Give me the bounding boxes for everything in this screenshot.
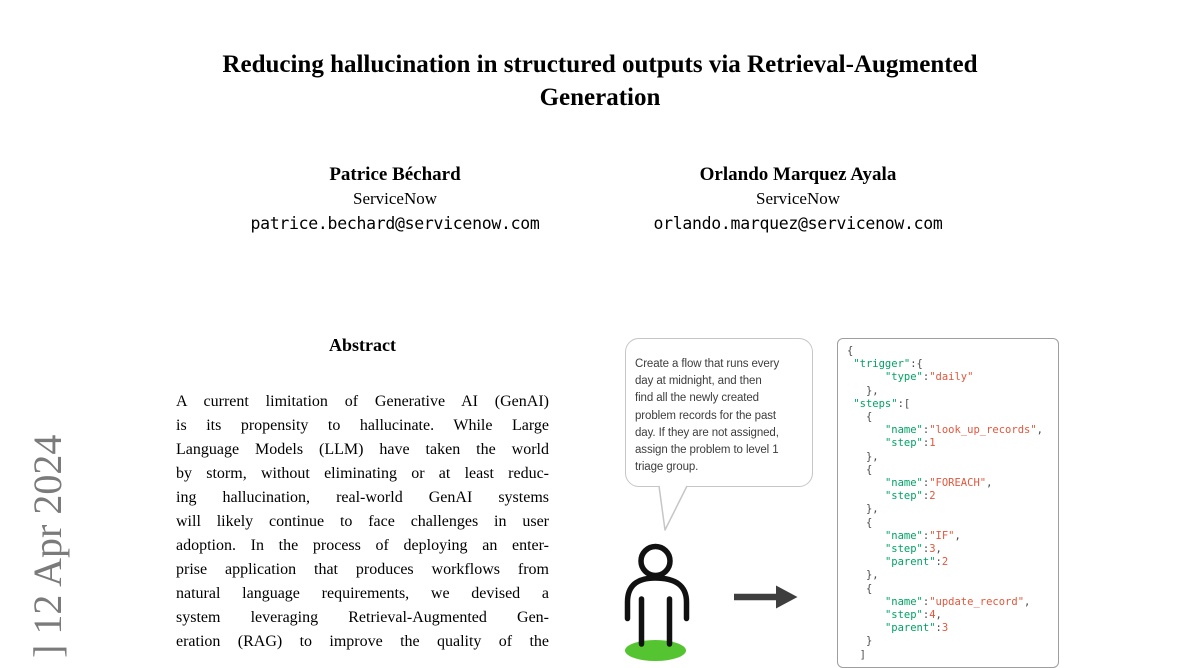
text-line: Create a flow that runs every bbox=[635, 358, 780, 370]
text-line: day. If they are not assigned, bbox=[635, 426, 779, 439]
text-line: A current limitation of Generative AI (GenAI) bbox=[176, 393, 549, 410]
text-line: day at midnight, and then bbox=[635, 375, 762, 388]
text-line: Language Models (LLM) have taken the world bbox=[176, 441, 549, 458]
code-line: { bbox=[847, 516, 873, 529]
author-name: Patrice Béchard bbox=[329, 164, 461, 185]
paper-title-line-1: Reducing hallucination in structured outputs via Retrieval-Augmented bbox=[222, 51, 978, 78]
code-line: "name":"update_record", bbox=[884, 595, 1031, 608]
text-line: assign the problem to level 1 bbox=[635, 444, 779, 457]
code-line: "step":4, bbox=[884, 609, 942, 622]
author-email: orlando.marquez@servicenow.com bbox=[653, 214, 943, 233]
code-line: }, bbox=[847, 503, 879, 516]
author-affiliation: ServiceNow bbox=[352, 189, 438, 208]
arxiv-stamp: ] 12 Apr 2024 bbox=[25, 434, 70, 658]
code-line: "parent":2 bbox=[884, 556, 949, 569]
paper-title-line-2: Generation bbox=[539, 84, 661, 111]
author-name: Orlando Marquez Ayala bbox=[699, 164, 897, 185]
code-line: ] bbox=[847, 648, 866, 661]
text-line: will likely continue to face challenges in user bbox=[176, 513, 549, 530]
code-line: "type":"daily" bbox=[884, 371, 974, 384]
code-line: }, bbox=[847, 450, 879, 463]
code-line: }, bbox=[847, 384, 879, 397]
text-line: ing hallucination, real-world GenAI systems bbox=[176, 489, 549, 506]
code-line: } bbox=[847, 635, 873, 648]
right-arrow-icon bbox=[734, 586, 798, 609]
code-line: "trigger":{ bbox=[853, 358, 923, 371]
user-icon-head bbox=[641, 547, 670, 576]
paper-title bbox=[100, 48, 1100, 114]
text-line: eration (RAG) to improve the quality of the bbox=[176, 633, 549, 650]
code-line: { bbox=[847, 345, 854, 357]
author-affiliation: ServiceNow bbox=[755, 189, 841, 208]
text-line: problem records for the past bbox=[635, 409, 777, 422]
text-line: by storm, without eliminating or at least reduc- bbox=[176, 465, 549, 482]
user-icon bbox=[628, 547, 687, 645]
green-platform-ellipse bbox=[625, 640, 686, 661]
code-line: { bbox=[847, 582, 873, 595]
author-block-2 bbox=[608, 163, 988, 236]
text-line: is its propensity to hallucinate. While Large bbox=[176, 417, 549, 434]
abstract-text bbox=[176, 390, 549, 654]
text-line: system leveraging Retrieval-Augmented Gen- bbox=[176, 609, 549, 626]
code-line: "parent":3 bbox=[884, 622, 949, 635]
text-line: natural language requirements, we devised a bbox=[176, 585, 549, 602]
code-line: "name":"look_up_records", bbox=[884, 424, 1043, 437]
text-line: triage group. bbox=[635, 461, 699, 474]
code-line: "step":3, bbox=[884, 543, 942, 556]
code-line: "step":2 bbox=[884, 490, 936, 503]
code-line: { bbox=[847, 411, 873, 424]
author-email: patrice.bechard@servicenow.com bbox=[250, 214, 540, 233]
user-icon-body bbox=[628, 578, 687, 619]
code-line: }, bbox=[847, 569, 879, 582]
code-line: { bbox=[847, 463, 873, 476]
text-line: find all the newly created bbox=[635, 392, 759, 405]
author-block-1 bbox=[205, 163, 585, 236]
speech-bubble-tail bbox=[659, 486, 687, 530]
code-line: "steps":[ bbox=[853, 397, 911, 410]
abstract-heading: Abstract bbox=[329, 335, 396, 355]
figure-graphics bbox=[600, 330, 1080, 648]
code-line: "name":"IF", bbox=[884, 529, 961, 542]
code-line: "step":1 bbox=[884, 437, 936, 450]
text-line: adoption. In the process of deploying an enter- bbox=[176, 537, 549, 554]
text-line: prise application that produces workflows from bbox=[176, 561, 549, 578]
code-line: "name":"FOREACH", bbox=[884, 477, 993, 490]
